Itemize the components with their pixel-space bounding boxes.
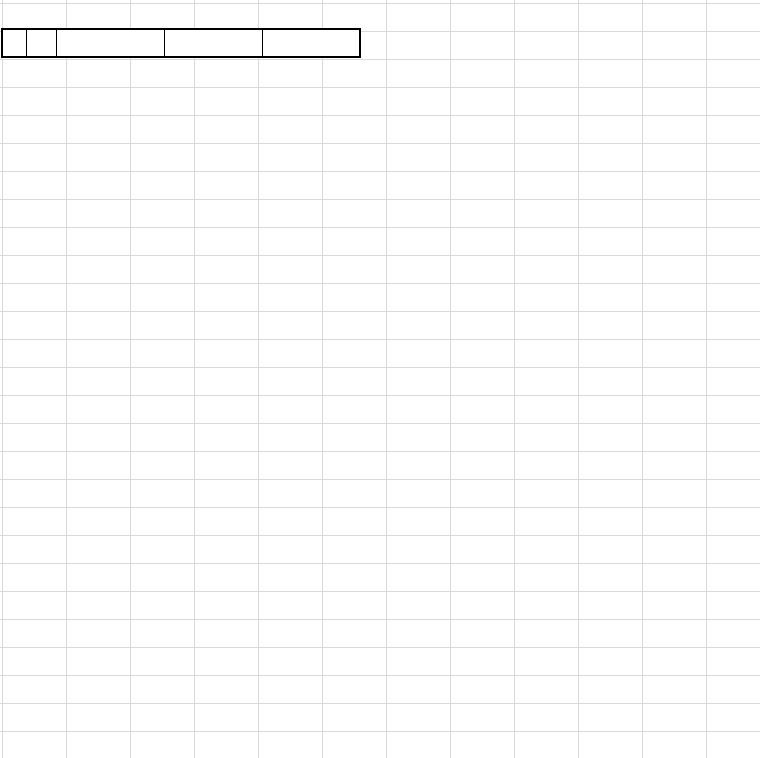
sheet-title [40,4,48,26]
header-umaban [26,29,56,57]
header-sire [164,29,262,57]
header-horse-name [56,29,164,57]
header-damsire [262,29,360,57]
entry-header-row [2,29,360,57]
entry-table [1,28,361,58]
header-waku [2,29,26,57]
